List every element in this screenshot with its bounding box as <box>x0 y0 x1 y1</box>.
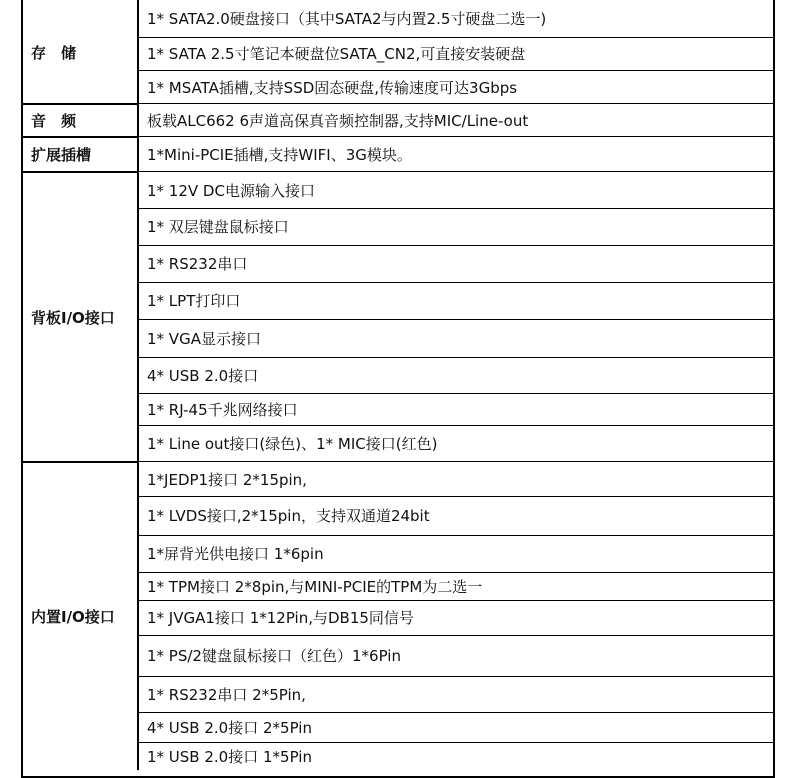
spec-cell: 1* LPT打印口 <box>147 292 241 310</box>
row-divider <box>137 208 775 209</box>
section-divider <box>21 136 139 138</box>
spec-cell: 1* TPM接口 2*8pin,与MINI-PCIE的TPM为二选一 <box>147 577 483 596</box>
category-label: 背板I/O接口 <box>31 308 115 327</box>
category-label: 音 频 <box>31 112 77 130</box>
spec-cell: 4* USB 2.0接口 <box>147 366 259 385</box>
spec-cell: 1* 双层键盘鼠标接口 <box>147 218 289 236</box>
row-divider <box>137 103 775 104</box>
row-divider <box>137 635 775 636</box>
spec-cell: 1* JVGA1接口 1*12Pin,与DB15同信号 <box>147 609 414 627</box>
spec-cell: 1* SATA2.0硬盘接口（其中SATA2与内置2.5寸硬盘二选一) <box>147 10 547 28</box>
row-divider <box>137 461 775 462</box>
row-divider <box>137 600 775 601</box>
row-divider <box>137 535 775 536</box>
spec-cell: 1*屏背光供电接口 1*6pin <box>147 545 324 563</box>
spec-cell: 1* SATA 2.5寸笔记本硬盘位SATA_CN2,可直接安装硬盘 <box>147 45 526 63</box>
section-divider <box>21 461 139 463</box>
column-divider <box>137 0 139 770</box>
category-label: 扩展插槽 <box>31 146 92 164</box>
category-label: 存 储 <box>31 43 77 62</box>
row-divider <box>137 319 775 320</box>
row-divider <box>137 136 775 137</box>
spec-cell: 1* PS/2键盘鼠标接口（红色）1*6Pin <box>147 647 401 665</box>
row-divider <box>137 496 775 497</box>
category-label: 内置I/O接口 <box>31 607 115 626</box>
row-divider <box>137 742 775 743</box>
row-divider <box>137 572 775 573</box>
row-divider <box>137 70 775 71</box>
spec-cell: 1* Line out接口(绿色)、1* MIC接口(红色) <box>147 435 438 453</box>
row-divider <box>137 357 775 358</box>
section-divider <box>21 103 139 105</box>
spec-cell: 1*JEDP1接口 2*15pin, <box>147 470 307 489</box>
row-divider <box>137 393 775 394</box>
spec-table <box>21 0 775 770</box>
row-divider <box>137 245 775 246</box>
spec-cell: 1*Mini-PCIE插槽,支持WIFI、3G模块。 <box>147 146 412 164</box>
row-divider <box>137 425 775 426</box>
spec-cell: 1* MSATA插槽,支持SSD固态硬盘,传输速度可达3Gbps <box>147 78 518 97</box>
spec-cell: 1* 12V DC电源输入接口 <box>147 181 315 200</box>
row-divider <box>137 712 775 713</box>
row-divider <box>137 37 775 38</box>
spec-cell: 1* RS232串口 <box>147 255 248 273</box>
row-divider <box>137 171 775 172</box>
row-divider <box>137 676 775 677</box>
spec-cell: 1* RJ-45千兆网络接口 <box>147 400 298 419</box>
spec-cell: 板载ALC662 6声道高保真音频控制器,支持MIC/Line-out <box>147 112 529 130</box>
spec-cell: 1* USB 2.0接口 1*5Pin <box>147 747 312 766</box>
spec-cell: 1* RS232串口 2*5Pin, <box>147 685 306 704</box>
spec-cell: 1* VGA显示接口 <box>147 329 261 348</box>
spec-cell: 4* USB 2.0接口 2*5Pin <box>147 718 312 737</box>
spec-cell: 1* LVDS接口,2*15pin，支持双通道24bit <box>147 507 430 525</box>
row-divider <box>137 282 775 283</box>
section-divider <box>21 171 139 173</box>
